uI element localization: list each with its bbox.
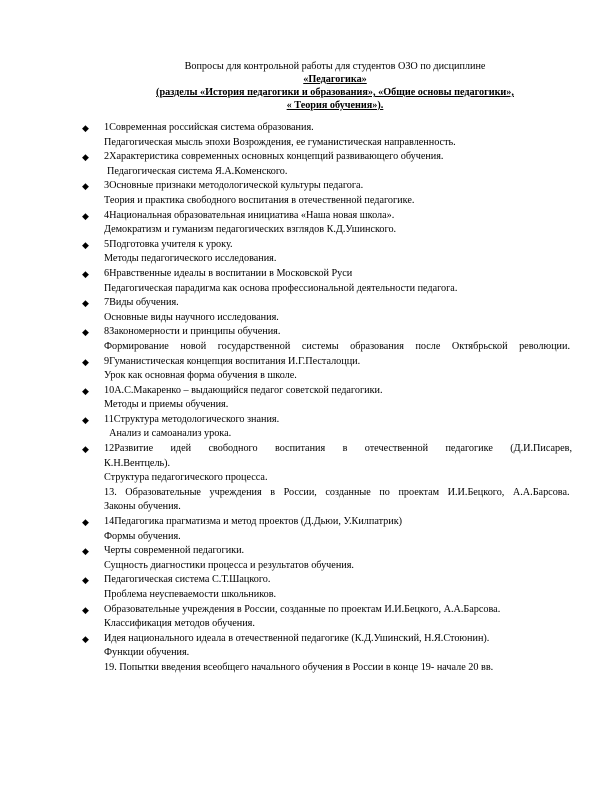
header-discipline: «Педагогика» bbox=[303, 74, 367, 85]
list-item bbox=[82, 121, 572, 150]
list-item bbox=[82, 355, 572, 384]
list-item bbox=[82, 325, 572, 354]
question-text: Проблема неуспеваемости школьников. bbox=[104, 589, 277, 600]
bullet-icon: ◆ bbox=[82, 546, 89, 557]
list-item bbox=[82, 384, 572, 413]
question-text: Теория и практика свободного воспитания в отечественной педагогике. bbox=[104, 194, 415, 206]
bullet-icon: ◆ bbox=[82, 575, 89, 586]
header-sections-cont: « Теория обучения»). bbox=[286, 100, 384, 111]
document-header bbox=[100, 60, 570, 112]
list-item bbox=[82, 238, 572, 267]
question-text: Сущность диагностики процесса и результатов обучения. bbox=[104, 559, 354, 571]
list-item bbox=[82, 179, 572, 208]
question-text: 1Современная российская система образования. bbox=[104, 122, 314, 133]
bullet-icon: ◆ bbox=[82, 298, 89, 309]
question-text: Структура педагогического процесса. bbox=[104, 472, 268, 484]
question-text: 13. Образовательные учреждения в России, созданные по проектам И.И.Бецкого, А.А.Барсова. bbox=[104, 486, 570, 498]
bullet-icon: ◆ bbox=[82, 152, 89, 163]
question-text: 2Характеристика современных основных концепций развивающего обучения. bbox=[104, 151, 444, 163]
question-text: 10А.С.Макаренко – выдающийся педагог советской педагогики. bbox=[104, 384, 383, 396]
header-title: Вопросы для контрольной работы для студентов ОЗО по дисциплине bbox=[184, 61, 486, 72]
question-text: 12Развитие идей свободного воспитания в отечественной педагогике (Д.И.Писарев, К.Н.Вентцель). bbox=[104, 443, 572, 469]
question-text: Идея национального идеала в отечественной педагогике (К.Д.Ушинский, Н.Я.Стоюнин). bbox=[104, 632, 490, 644]
list-item bbox=[82, 413, 572, 442]
question-text: Формирование новой государственной системы образования после Октябрьской революции. bbox=[104, 340, 570, 352]
question-text: Образовательные учреждения в России, созданные по проектам И.И.Бецкого, А.А.Барсова. bbox=[104, 603, 501, 615]
bullet-icon: ◆ bbox=[82, 517, 89, 528]
question-text: 19. Попытки введения всеобщего начального обучения в России в конце 19- начале 20 вв. bbox=[104, 661, 494, 673]
list-item bbox=[82, 442, 572, 515]
bullet-icon: ◆ bbox=[82, 414, 89, 425]
question-text: 8Закономерности и принципы обучения. bbox=[104, 326, 281, 338]
question-text: Черты современной педагогики. bbox=[104, 545, 245, 557]
question-text: Методы педагогического исследования. bbox=[104, 253, 277, 265]
question-text: Формы обучения. bbox=[104, 530, 181, 542]
question-text: Законы обучения. bbox=[104, 501, 181, 513]
question-text: Педагогическая система Я.А.Коменского. bbox=[107, 165, 288, 177]
bullet-icon: ◆ bbox=[82, 181, 89, 192]
question-text: Педагогическая мысль эпохи Возрождения, ее гуманистическая направленность. bbox=[104, 136, 456, 148]
bullet-icon: ◆ bbox=[82, 633, 89, 644]
question-list bbox=[82, 121, 572, 676]
header-sections: (разделы «История педагогики и образования», «Общие основы педагогики», bbox=[156, 87, 514, 98]
question-text: 9Гуманистическая концепция воспитания И.Г.Песталоцци. bbox=[104, 355, 361, 367]
bullet-icon: ◆ bbox=[82, 385, 89, 396]
question-text: Педагогическая система С.Т.Шацкого. bbox=[104, 574, 271, 586]
question-text: Основные виды научного исследования. bbox=[104, 311, 279, 323]
list-item bbox=[82, 603, 572, 632]
bullet-icon: ◆ bbox=[82, 356, 89, 367]
list-item bbox=[82, 209, 572, 238]
bullet-icon: ◆ bbox=[82, 604, 89, 615]
bullet-icon: ◆ bbox=[82, 268, 89, 279]
list-item bbox=[82, 296, 572, 325]
bullet-icon: ◆ bbox=[82, 123, 89, 133]
question-text: Функции обучения. bbox=[104, 647, 190, 659]
bullet-icon: ◆ bbox=[82, 327, 89, 338]
bullet-icon: ◆ bbox=[82, 239, 89, 250]
list-item bbox=[82, 267, 572, 296]
question-text: Классификация методов обучения. bbox=[104, 618, 255, 630]
list-item bbox=[82, 632, 572, 676]
list-item bbox=[82, 573, 572, 602]
question-text: Методы и приемы обучения. bbox=[104, 399, 229, 411]
question-text: Демократизм и гуманизм педагогических взглядов К.Д.Ушинского. bbox=[104, 224, 397, 236]
question-text: 5Подготовка учителя к уроку. bbox=[104, 238, 233, 250]
list-item bbox=[82, 150, 572, 179]
list-item bbox=[82, 544, 572, 573]
question-text: Педагогическая парадигма как основа профессиональной деятельности педагога. bbox=[104, 282, 458, 294]
question-text: Урок как основная форма обучения в школе. bbox=[104, 370, 297, 382]
question-text: 7Виды обучения. bbox=[104, 297, 179, 309]
question-text: 3Основные признаки методологической культуры педагога. bbox=[104, 180, 364, 192]
question-text: 11Структура методологического знания. bbox=[104, 413, 280, 425]
question-text: 14Педагогика прагматизма и метод проектов (Д.Дьюи, У.Килпатрик) bbox=[104, 516, 403, 528]
bullet-icon: ◆ bbox=[82, 444, 89, 455]
question-text: Анализ и самоанализ урока. bbox=[104, 428, 232, 440]
list-item bbox=[82, 515, 572, 544]
question-text: 6Нравственные идеалы в воспитании в Московской Руси bbox=[104, 267, 353, 279]
question-text: 4Национальная образовательная инициатива «Наша новая школа». bbox=[104, 209, 395, 221]
bullet-icon: ◆ bbox=[82, 210, 89, 221]
